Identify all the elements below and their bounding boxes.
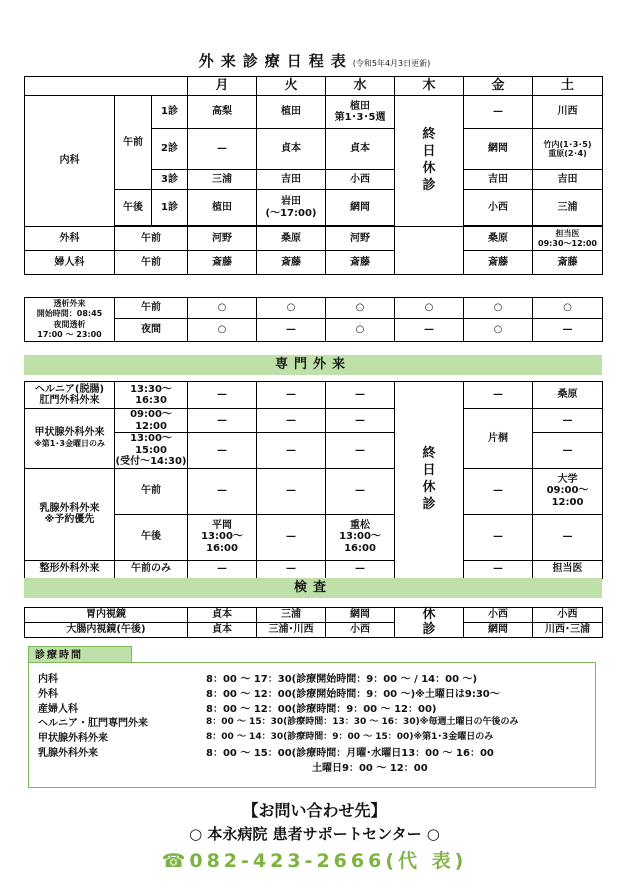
cell: 午前 — [115, 227, 188, 251]
cell: 午前 — [115, 251, 188, 275]
breast-label: 乳腺外科外来 ※予約優先 — [25, 468, 115, 560]
cell: ○ — [326, 319, 395, 342]
cell: — — [326, 560, 395, 578]
cell: 貞本 — [188, 608, 257, 623]
time-gozen: 午前 — [115, 96, 152, 190]
cell: — — [464, 468, 533, 514]
updated-date: (令和5年4月3日更新) — [352, 59, 431, 68]
cell: ○ — [188, 298, 257, 319]
cell: — — [188, 468, 257, 514]
cell: — — [533, 319, 603, 342]
cell: — — [464, 96, 533, 129]
cell: — — [326, 433, 395, 469]
cell: 高梨 — [188, 96, 257, 129]
cell: 網岡 — [464, 129, 533, 170]
cell: 小西 — [326, 623, 395, 638]
time-gogo: 午後 — [115, 190, 152, 226]
specialty-table — [24, 381, 603, 579]
cell: ○ — [188, 319, 257, 342]
cell: — — [326, 382, 395, 409]
cell: 貞本 — [326, 129, 395, 170]
cell: 斎藤 — [533, 251, 603, 275]
cell: ○ — [257, 298, 326, 319]
dialysis-night: 夜間 — [115, 319, 188, 342]
hernia-label: ヘルニア(脱腸) 肛門外科外来 — [25, 382, 115, 409]
cell: 植田 — [257, 96, 326, 129]
cell: 片桐 — [464, 409, 533, 469]
contact-title: 【お問い合わせ先】 — [242, 801, 387, 820]
cell: 重松 13:00～ 16:00 — [326, 514, 395, 560]
cell: — — [533, 514, 603, 560]
cell: 桑原 — [257, 227, 326, 251]
dept-naika: 内科 — [25, 96, 115, 227]
cell: 09:00～12:00 — [115, 409, 188, 433]
cell: — — [257, 514, 326, 560]
cell: — — [395, 319, 464, 342]
cell: 網岡 — [326, 608, 395, 623]
dept-fujin: 婦人科 — [25, 251, 115, 275]
cell: 三浦 — [188, 170, 257, 190]
cell: 13:30～16:30 — [115, 382, 188, 409]
cell: ○ — [395, 298, 464, 319]
dialysis-am: 午前 — [115, 298, 188, 319]
dialysis-table — [24, 297, 603, 342]
cell: 三浦･川西 — [257, 623, 326, 638]
cell: — — [257, 433, 326, 469]
cell: 吉田 — [464, 170, 533, 190]
cell: 大学 09:00～ 12:00 — [533, 468, 603, 514]
shin-2: 2診 — [152, 129, 188, 170]
cell: ○ — [464, 319, 533, 342]
exam-banner: 検査 — [24, 578, 602, 598]
cell: 担当医 — [533, 560, 603, 578]
cell: 小西 — [533, 608, 603, 623]
cell: — — [533, 433, 603, 469]
outpatient-table — [24, 76, 603, 275]
cell: — — [257, 468, 326, 514]
cell: 小西 — [326, 170, 395, 190]
shin-3: 3診 — [152, 170, 188, 190]
cell: 河野 — [188, 227, 257, 251]
specialty-banner: 専門外来 — [24, 355, 602, 375]
cell: 貞本 — [257, 129, 326, 170]
cell: 担当医 09:30～12:00 — [533, 227, 603, 251]
cell: 午前 — [115, 468, 188, 514]
cell: 斎藤 — [326, 251, 395, 275]
ortho-label: 整形外科外来 — [25, 560, 115, 578]
cell: — — [188, 382, 257, 409]
cell: 小西 — [464, 190, 533, 226]
cell: ○ — [464, 298, 533, 319]
cell: — — [257, 409, 326, 433]
cell: — — [464, 514, 533, 560]
page-title: 外来診療日程表(令和5年4月3日更新) — [198, 52, 431, 70]
cell: 三浦 — [257, 608, 326, 623]
shin-1-pm: 1診 — [152, 190, 188, 226]
contact-name: ○ 本永病院 患者サポートセンター ○ — [189, 825, 440, 843]
day-wed: 水 — [326, 77, 395, 96]
cell: 三浦 — [533, 190, 603, 226]
cell: — — [188, 129, 257, 170]
hours-extra: 土曜日9：00 ～ 12：00 — [312, 763, 428, 774]
cell: 午後 — [115, 514, 188, 560]
cell: 斎藤 — [257, 251, 326, 275]
cell: 貞本 — [188, 623, 257, 638]
cell: — — [188, 433, 257, 469]
shin-1: 1診 — [152, 96, 188, 129]
cell: 河野 — [326, 227, 395, 251]
cell: 網岡 — [464, 623, 533, 638]
cell: ○ — [326, 298, 395, 319]
thu-holiday: 終 日 休 診 — [395, 96, 464, 227]
cell: — — [326, 468, 395, 514]
cell: — — [464, 382, 533, 409]
cell: 岩田 (～17:00) — [257, 190, 326, 226]
cell: 吉田 — [533, 170, 603, 190]
cell: — — [188, 560, 257, 578]
cell: 網岡 — [326, 190, 395, 226]
cell: 平岡 13:00～ 16:00 — [188, 514, 257, 560]
cell: 桑原 — [533, 382, 603, 409]
cell: — — [257, 382, 326, 409]
cell: — — [257, 560, 326, 578]
cell — [395, 251, 464, 275]
cell: 川西 — [533, 96, 603, 129]
contact-phone[interactable]: ☎082-423-2666(代 表) — [161, 850, 468, 872]
cell: 小西 — [464, 608, 533, 623]
cell: — — [533, 409, 603, 433]
cell: — — [188, 409, 257, 433]
cell: ○ — [533, 298, 603, 319]
cell: — — [326, 409, 395, 433]
cell: 斎藤 — [464, 251, 533, 275]
cell — [395, 227, 464, 251]
cell: 午前のみ — [115, 560, 188, 578]
exam-table — [24, 607, 603, 638]
cell: 植田 第1･3･5週 — [326, 96, 395, 129]
cell: 植田 — [188, 190, 257, 226]
dialysis-label: 透析外来 開始時間：08:45 夜間透析 17:00 ～ 23:00 — [25, 298, 115, 342]
cell: 吉田 — [257, 170, 326, 190]
cell: — — [464, 560, 533, 578]
cell: 斎藤 — [188, 251, 257, 275]
day-tue: 火 — [257, 77, 326, 96]
day-thu: 木 — [395, 77, 464, 96]
dept-geka: 外科 — [25, 227, 115, 251]
cell: 13:00～15:00 (受付～14:30) — [115, 433, 187, 467]
cell: 川西･三浦 — [533, 623, 603, 638]
colon-label: 大腸内視鏡(午後) — [25, 623, 188, 638]
cell: — — [257, 319, 326, 342]
day-fri: 金 — [464, 77, 533, 96]
gastro-label: 胃内視鏡 — [25, 608, 188, 623]
cell: 桑原 — [464, 227, 533, 251]
day-mon: 月 — [188, 77, 257, 96]
day-sat: 土 — [533, 77, 603, 96]
thyroid-label: 甲状腺外科外来 ※第1･3金曜日のみ — [25, 409, 115, 469]
cell: 竹内(1･3･5) 重原(2･4) — [533, 129, 603, 170]
thu-holiday-exam: 休 診 — [395, 608, 464, 638]
hours-tab: 診療時間 — [28, 646, 132, 663]
thu-holiday-specialty: 終 日 休 診 — [395, 382, 464, 579]
